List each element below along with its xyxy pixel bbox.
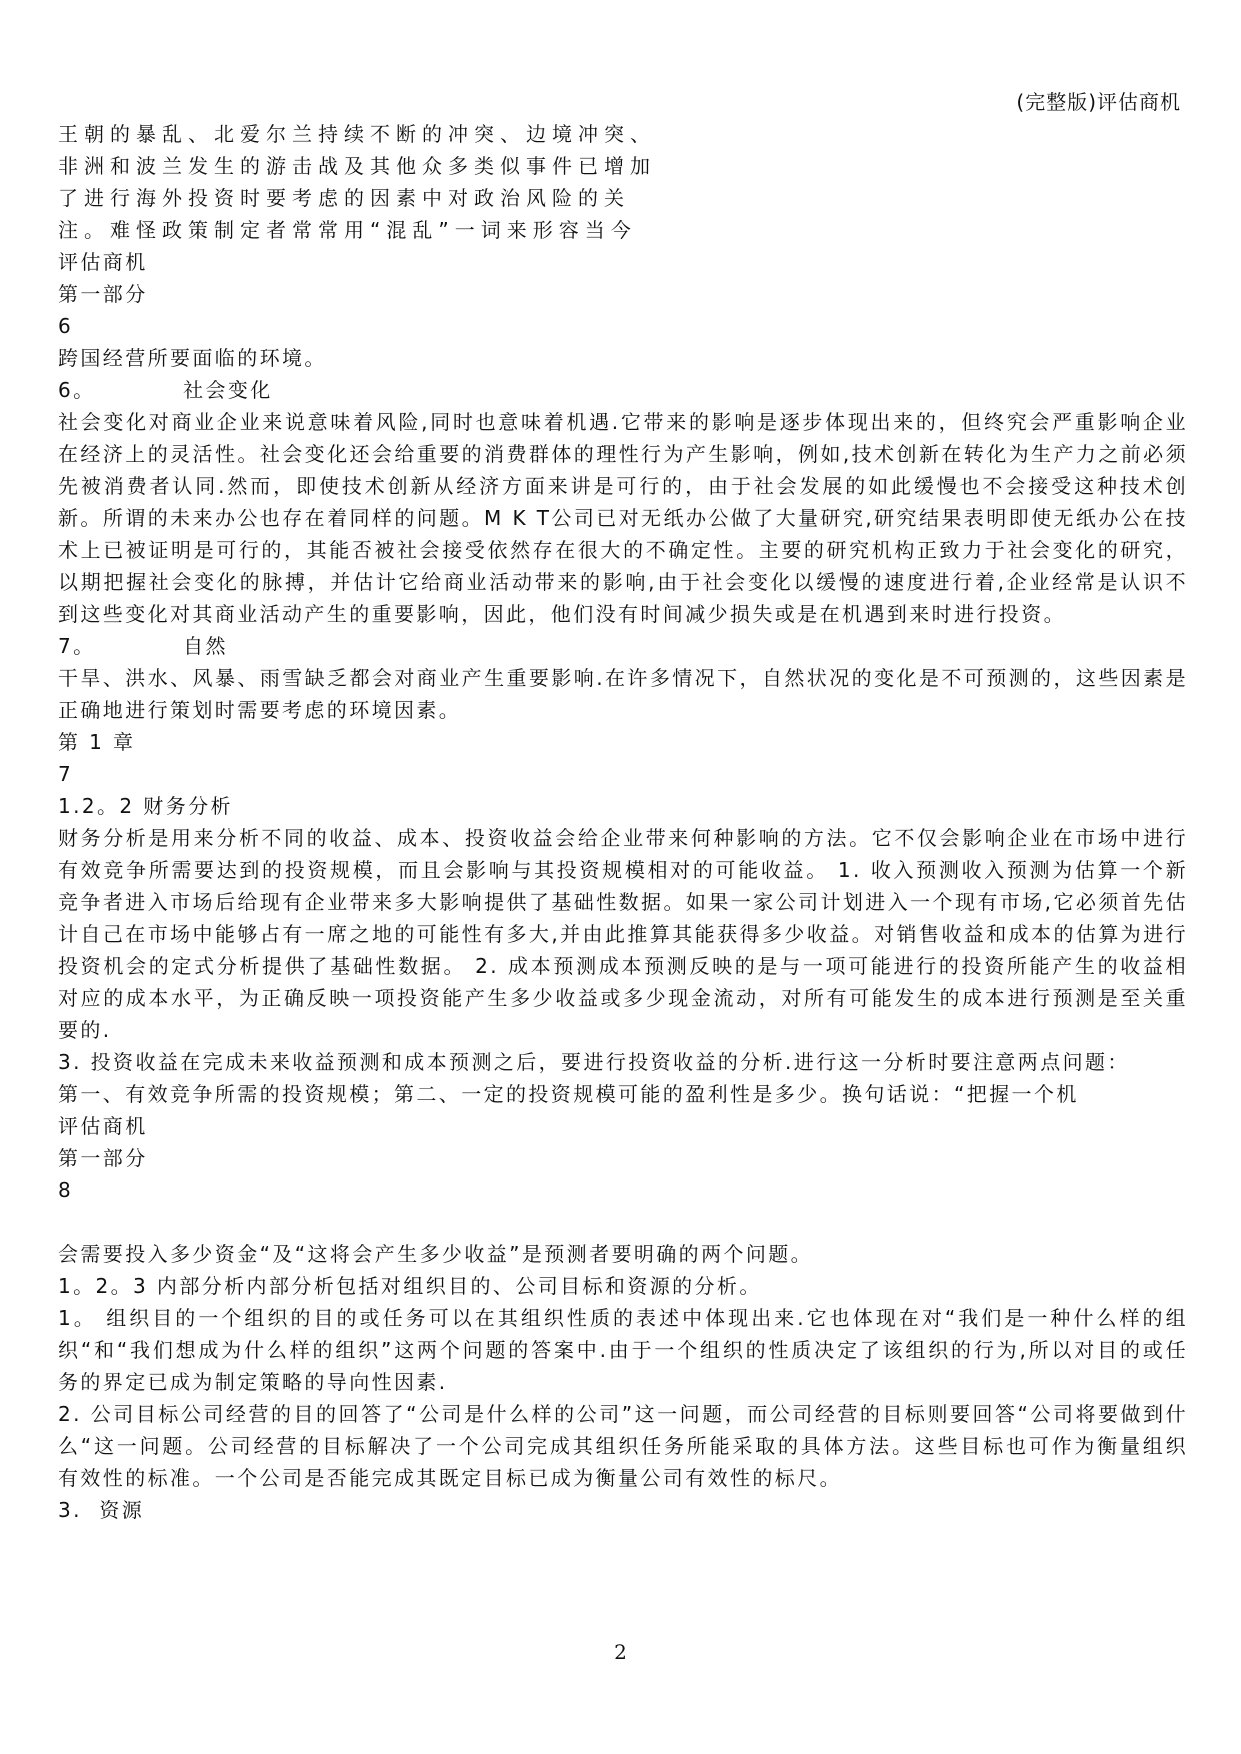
text-line: 了进行海外投资时要考虑的因素中对政治风险的关	[58, 186, 630, 210]
body-text	[58, 118, 1188, 1526]
page-number: 2	[614, 1640, 627, 1664]
text-line: 跨国经营所要面临的环境。	[58, 346, 327, 370]
heading-social-change: 6。 社会变化	[58, 378, 273, 402]
paragraph-nature: 干旱、洪水、风暴、雨雪缺乏都会对商业产生重要影响.在许多情况下，自然状况的变化是不可预测的，这些因素是正确地进行策划时需要考虑的环境因素。	[58, 666, 1188, 722]
heading-internal-analysis: 1。2。3 内部分析内部分析包括对组织目的、公司目标和资源的分析。	[58, 1274, 762, 1298]
text-line: 第一、有效竞争所需的投资规模；第二、一定的投资规模可能的盈利性是多少。换句话说：“把握一个机	[58, 1082, 1079, 1106]
intro-block	[58, 118, 1188, 246]
section-label: 评估商机	[58, 250, 148, 274]
part-label: 第一部分	[58, 282, 148, 306]
paragraph-social-change: 社会变化对商业企业来说意味着风险,同时也意味着机遇.它带来的影响是逐步体现出来的，但终究会严重影响企业在经济上的灵活性。社会变化还会给重要的消费群体的理性行为产生影响，例如,技术创新在转化为生产力之前必须先被消费者认同.然而，即使技术创新从经济方面来讲是可行的，由于社会发展的如此缓慢也不会接受这种技术创新。所谓的未来办公也存在着同样的问题。M K T公司已对无纸办公做了大量研究,研究结果表明即使无纸办公在技术上已被证明是可行的，其能否被社会接受依然存在很大的不确定性。主要的研究机构正致力于社会变化的研究，以期把握社会变化的脉搏，并估计它给商业活动带来的影响,由于社会变化以缓慢的速度进行着,企业经常是认识不到这些变化对其商业活动产生的重要影响，因此，他们没有时间减少损失或是在机遇到来时进行投资。	[58, 410, 1188, 626]
heading-nature: 7。 自然	[58, 634, 228, 658]
text-line: 王朝的暴乱、北爱尔兰持续不断的冲突、边境冲突、	[58, 122, 656, 146]
paragraph-company-goals: 2. 公司目标公司经营的目的回答了“公司是什么样的公司”这一问题，而公司经营的目标则要回答“公司将要做到什么“这一问题。公司经营的目标解决了一个公司完成其组织任务所能采取的具体方法。这些目标也可作为衡量组织有效性的标准。一个公司是否能完成其既定目标已成为衡量公司有效性的标尺。	[58, 1402, 1188, 1490]
paragraph-financial-analysis: 财务分析是用来分析不同的收益、成本、投资收益会给企业带来何种影响的方法。它不仅会影响企业在市场中进行有效竞争所需要达到的投资规模，而且会影响与其投资规模相对的可能收益。 1. 收入预测收入预测为估算一个新竞争者进入市场后给现有企业带来多大影响提供了基础性数据。如果一家公司计划进入一个现有市场,它必须首先估计自己在市场中能够占有一席之地的可能性有多大,并由此推算其能获得多少收益。对销售收益和成本的估算为进行投资机会的定式分析提供了基础性数据。 2. 成本预测成本预测反映的是与一项可能进行的投资所能产生的收益相对应的成本水平，为正确反映一项投资能产生多少收益或多少现金流动，对所有可能发生的成本进行预测是至关重要的.	[58, 826, 1188, 1042]
paragraph-organization-purpose: 1。 组织目的一个组织的目的或任务可以在其组织性质的表述中体现出来.它也体现在对“我们是一种什么样的组织“和“我们想成为什么样的组织”这两个问题的答案中.由于一个组织的性质决定了该组织的行为,所以对目的或任务的界定已成为制定策略的导向性因素.	[58, 1306, 1188, 1394]
page-marker: 6	[58, 314, 74, 338]
running-header: (完整版)评估商机	[1016, 90, 1181, 114]
paragraph-investment-return: 3. 投资收益在完成未来收益预测和成本预测之后，要进行投资收益的分析.进行这一分析时要注意两点问题：	[58, 1050, 1130, 1074]
page-marker: 7	[58, 762, 74, 786]
text-line: 非洲和波兰发生的游击战及其他众多类似事件已增加	[58, 154, 656, 178]
spacer	[58, 1206, 1188, 1238]
section-label: 评估商机	[58, 1114, 148, 1138]
chapter-label: 第 1 章	[58, 730, 136, 754]
heading-financial-analysis: 1.2。2 财务分析	[58, 794, 233, 818]
text-line: 会需要投入多少资金“及“这将会产生多少收益”是预测者要明确的两个问题。	[58, 1242, 814, 1266]
part-label: 第一部分	[58, 1146, 148, 1170]
heading-resources: 3. 资源	[58, 1498, 145, 1522]
page-marker: 8	[58, 1178, 74, 1202]
text-line: 注。难怪政策制定者常常用“混乱”一词来形容当今	[58, 218, 637, 242]
